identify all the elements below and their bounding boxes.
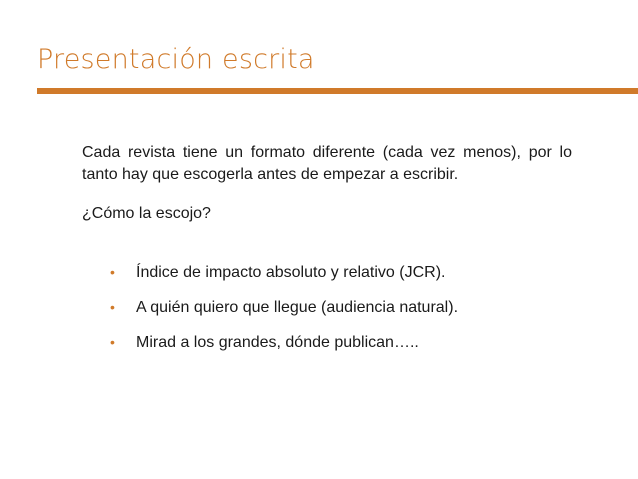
- bullet-text-2: A quién quiero que llegue (audiencia natural).: [136, 299, 459, 316]
- intro-paragraph: Cada revista tiene un formato diferente (cada vez menos), por lo tanto hay que escogerla antes de empezar a escribir.: [82, 144, 572, 183]
- bullet-text-1: Índice de impacto absoluto y relativo (JCR).: [136, 264, 446, 281]
- bullet-icon: •: [110, 334, 115, 350]
- title-underline: [37, 88, 638, 94]
- slide-title: Presentación escrita: [37, 44, 315, 75]
- bullet-item-2: [110, 296, 458, 318]
- bullet-item-3: [110, 331, 458, 353]
- question-text: ¿Cómo la escojo?: [82, 205, 211, 222]
- bullet-item-1: [110, 261, 458, 283]
- bullet-list: [110, 261, 458, 366]
- bullet-icon: •: [110, 299, 115, 315]
- bullet-text-3: Mirad a los grandes, dónde publican…..: [136, 334, 419, 351]
- body-text: [82, 142, 572, 186]
- bullet-icon: •: [110, 264, 115, 280]
